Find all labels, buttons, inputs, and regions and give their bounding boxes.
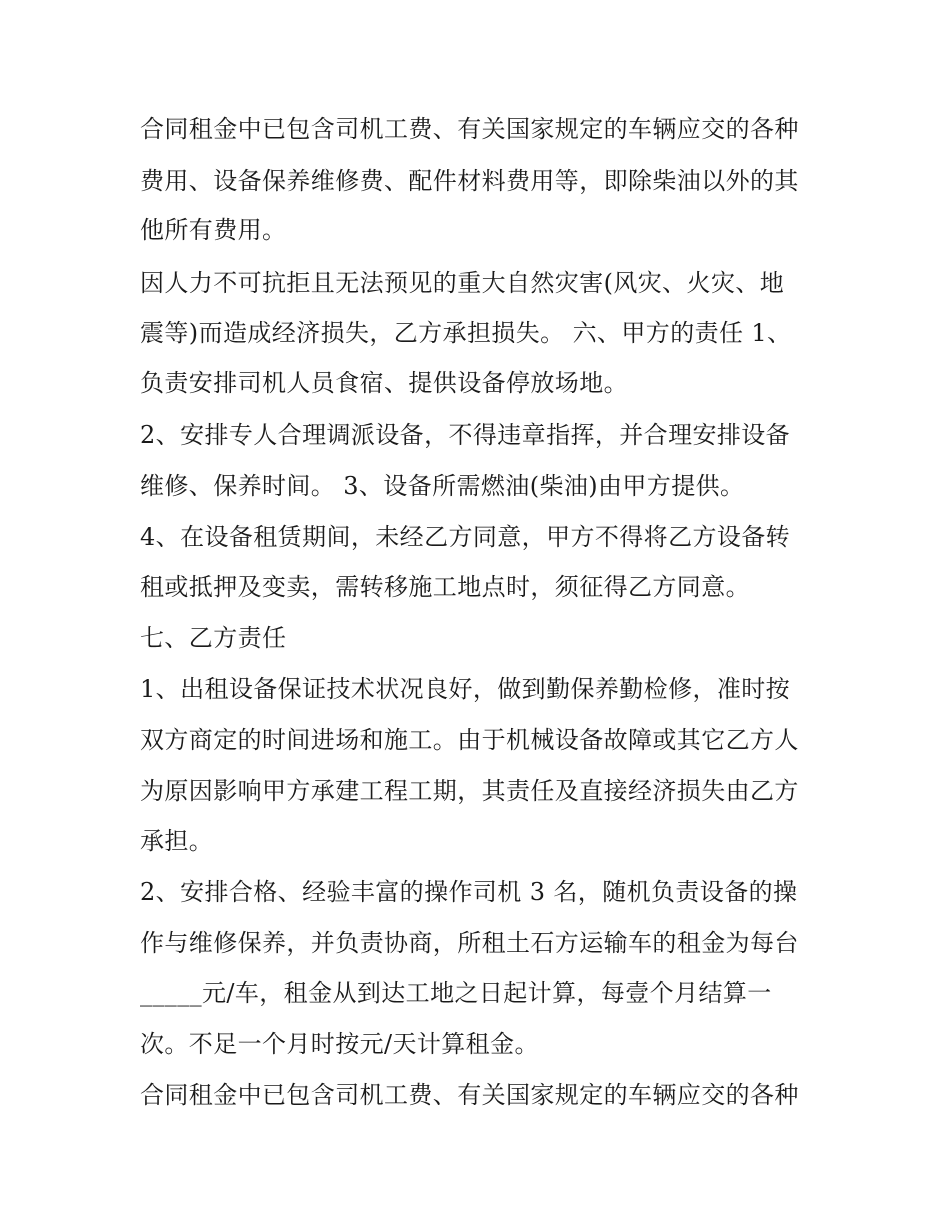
text-line: 作与维修保养，并负责协商，所租土石方运输车的租金为每台 — [140, 929, 799, 957]
text-line: 租或抵押及变卖，需转移施工地点时，须征得乙方同意。 — [140, 573, 750, 601]
text-line: 承担。 — [140, 827, 214, 855]
text-line: 维修、保养时间。 3、设备所需燃油(柴油)由甲方提供。 — [140, 472, 745, 500]
text-line: _____元/车，租金从到达工地之日起计算，每壹个月结算一 — [140, 979, 772, 1007]
text-line: 他所有费用。 — [140, 216, 287, 244]
text-line: 负责安排司机人员食宿、提供设备停放场地。 — [140, 369, 628, 397]
text-line: 双方商定的时间进场和施工。由于机械设备故障或其它乙方人 — [140, 726, 799, 754]
text-line: 费用、设备保养维修费、配件材料费用等，即除柴油以外的其 — [140, 167, 799, 195]
section-heading: 七、乙方责任 — [140, 624, 287, 652]
text-line: 2、安排专人合理调派设备，不得违章指挥，并合理安排设备 — [140, 421, 791, 449]
text-line: 4、在设备租赁期间，未经乙方同意，甲方不得将乙方设备转 — [140, 523, 791, 551]
text-line: 2、安排合格、经验丰富的操作司机 3 名，随机负责设备的操 — [140, 878, 798, 906]
text-line: 1、出租设备保证技术状况良好，做到勤保养勤检修，准时按 — [140, 675, 791, 703]
text-line: 因人力不可抗拒且无法预见的重大自然灾害(风灾、火灾、地 — [140, 269, 785, 297]
text-line: 为原因影响甲方承建工程工期，其责任及直接经济损失由乙方 — [140, 777, 799, 805]
text-line: 次。不足一个月时按元/天计算租金。 — [140, 1030, 539, 1058]
text-line: 合同租金中已包含司机工费、有关国家规定的车辆应交的各种 — [140, 1081, 799, 1109]
text-line: 震等)而造成经济损失，乙方承担损失。 六、甲方的责任 1、 — [140, 319, 792, 347]
text-line: 合同租金中已包含司机工费、有关国家规定的车辆应交的各种 — [140, 115, 799, 143]
